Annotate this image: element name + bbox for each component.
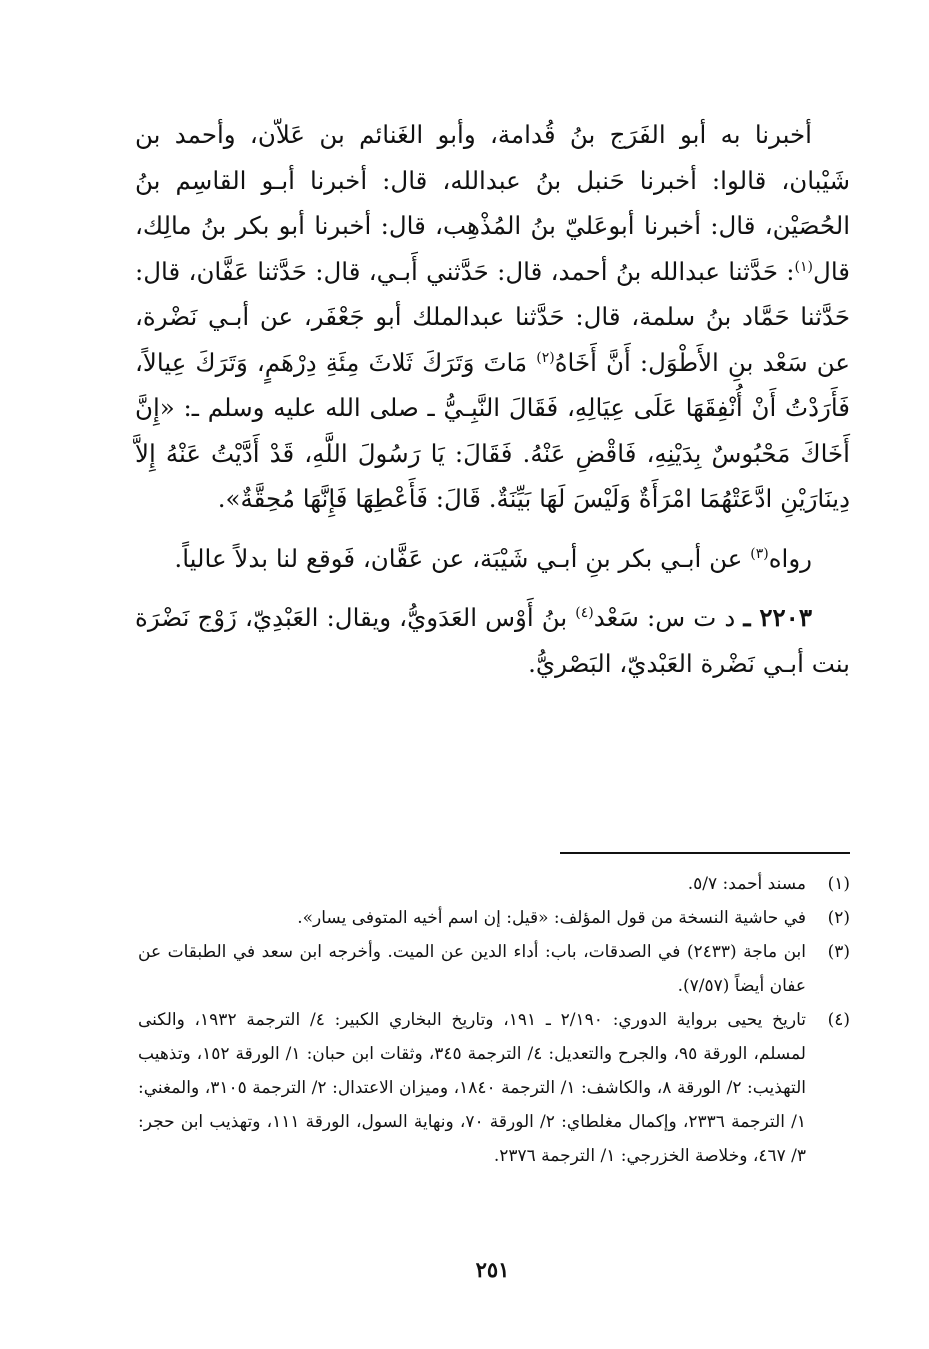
main-text (135, 112, 850, 686)
paragraph-isnad-hadith (135, 112, 850, 522)
footnote-number: (٣) (827, 942, 850, 962)
footnote-ref-4[interactable]: (٤) (575, 604, 594, 621)
paragraph-entry-2203 (135, 595, 850, 686)
footnote-number: (٤) (827, 1010, 850, 1030)
paragraph-riwaya (135, 536, 850, 582)
page-number: ٢٥١ (475, 1257, 510, 1282)
text-run: : حَدَّثنا عبدالله بنُ أحمد، قال: حَدَّثني أَبـي، قال: حَدَّثنا عَفَّان، قال: حَدَّثنا حَمَّاد بنُ سلمة، قال: حَدَّثنا عبدالملك أبو جَعْفَر، عن أبـي نَضْرة، عن سَعْد بنِ الأَطْوَل: أَنَّ أَخَاهُ (135, 256, 850, 377)
text-run: عن أبـي بكر بنِ أبـي شَيْبَة، عن عَفَّان، فَوقع لنا بدلاً عالياً. (174, 543, 751, 573)
text-run: مَاتَ وَتَرَكَ ثَلاثَ مِئَةِ دِرْهَمٍ، وَتَرَكَ عِيالاً، فَأَرَدْتُ أَنْ أُنْفِقَهَا عَلَى عِيَالِهِ، فَقَالَ النَّبِـيُّ ـ صلى الله عليه وسلم ـ: «إِنَّ أَخَاكَ مَحْبُوسٌ بِدَيْنِهِ، فَاقْضِ عَنْهُ. فَقَالَ: يَا رَسُولَ اللَّهِ، قَدْ أَدَّيْتُ عَنْهُ إِلاَّ دِينَارَيْنِ ادَّعَتْهُمَا امْرَأَةٌ وَلَيْسَ لَهَا بَيِّنَةٌ. قَالَ: فَأَعْطِهَا فَإِنَّهَا مُحِقَّةٌ». (135, 347, 850, 513)
footnote-2 (138, 901, 850, 935)
book-page (135, 112, 850, 1312)
footnote-1 (138, 867, 850, 901)
footnote-text: ابن ماجة (٢٤٣٣) في الصدقات، باب: أداء الدين عن الميت. وأخرجه ابن سعد في الطبقات عن عفان أيضاً (٧/٥٧). (138, 942, 806, 996)
text-run: د ت س: سَعْد (593, 603, 744, 632)
footnote-ref-2[interactable]: (٢) (536, 349, 555, 366)
footnotes (138, 867, 850, 1173)
footnote-separator (560, 852, 850, 854)
footnote-number: (٢) (827, 908, 850, 928)
footnote-number: (١) (827, 874, 850, 894)
text-run: رواه (768, 543, 812, 573)
footnote-text: في حاشية النسخة من قول المؤلف: «قيل: إن اسم أخيه المتوفى يسار». (297, 908, 806, 928)
text-run: أخبرنا به أبو الفَرَج بنُ قُدامة، وأبو الغَنائم بن عَلاّن، وأحمد بن شَيْبان، قالوا: أخبرنا حَنبل بنُ عبدالله، قال: أخبرنا أبـو القاسِم بنُ الحُصَيْن، قال: أخبرنا أبوعَليّ بنُ المُذْهِب، قال: أخبرنا أبو بكر بنُ مالِك، قال (135, 120, 850, 286)
footnote-ref-3[interactable]: (٣) (750, 545, 769, 562)
footnote-ref-1[interactable]: (١) (794, 258, 814, 275)
entry-number: ٢٢٠٣ ـ (743, 603, 812, 632)
footnote-4 (138, 1003, 850, 1173)
footnote-text: مسند أحمد: ٥/٧. (687, 874, 806, 894)
footnote-3 (138, 935, 850, 1003)
text-run: بنُ أَوْس العَدَويُّ، ويقال: العَبْدِيّ، زَوْج نَضْرَة بنت أبـي نَضْرة العَبْديّ، البَصْريُّ. (135, 603, 850, 678)
footnote-text: تاريخ يحيى برواية الدوري: ٢/١٩٠ ـ ١٩١، وتاريخ البخاري الكبير: ٤/ الترجمة ١٩٣٢، والكنى لمسلم، الورقة ٩٥، والجرح والتعديل: ٤/ الترجمة ٣٤٥، وثقات ابن حبان: ١/ الورقة ١٥٢، وتذهيب التهذيب: ٢/ الورقة ٨، والكاشف: ١/ الترجمة ١٨٤٠، وميزان الاعتدال: ٢/ الترجمة ٣١٠٥، والمغني: ١/ الترجمة ٢٣٣٦، وإكمال مغلطاي: ٢/ الورقة ٧٠، ونهاية السول، الورقة ١١١، وتهذيب ابن حجر: ٣/ ٤٦٧، وخلاصة الخزرجي: ١/ الترجمة ٢٣٧٦. (138, 1010, 807, 1166)
